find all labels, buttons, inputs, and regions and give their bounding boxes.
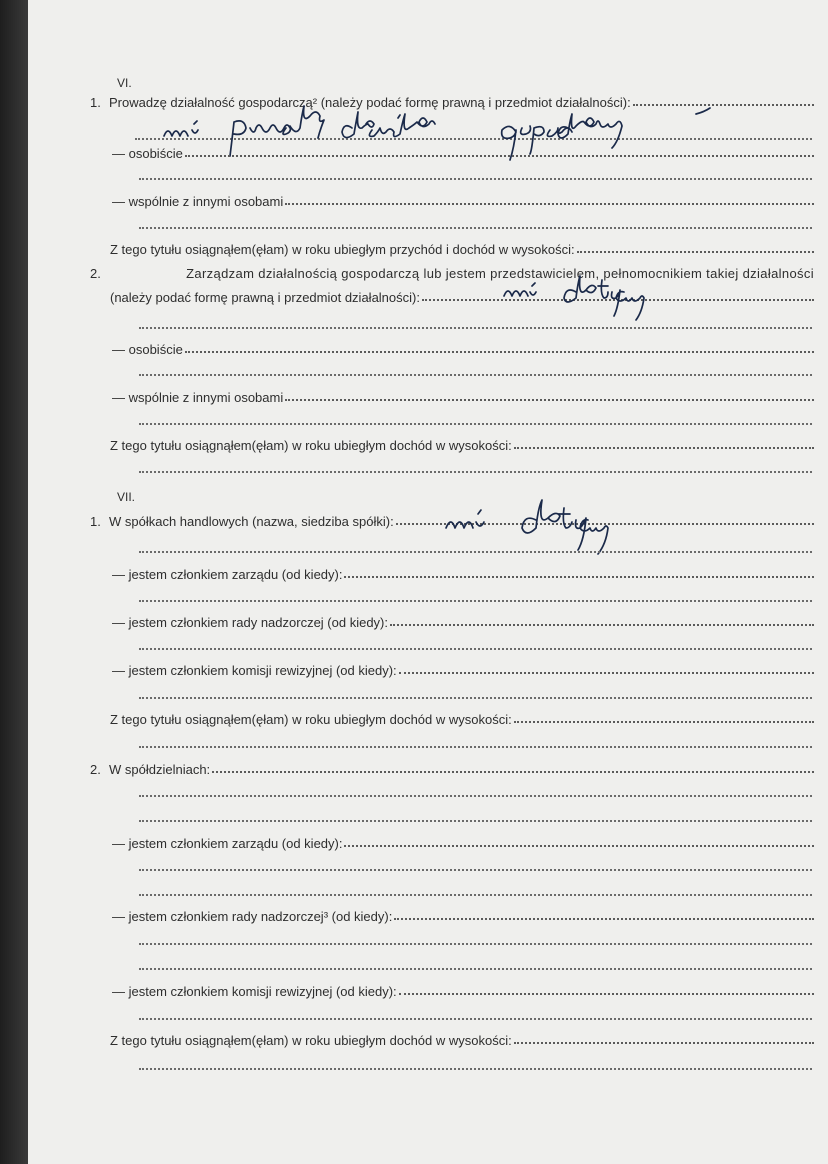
vi-2-income-line — [110, 438, 814, 453]
vi-2-number: 2. — [90, 266, 101, 281]
vii-1-audit-extra-line — [139, 697, 812, 699]
vii-1-board-extra-line — [139, 600, 812, 602]
vii-2-line — [90, 762, 814, 777]
vi-2-personally-label: — osobiście — [112, 342, 183, 357]
scan-edge-shadow — [0, 0, 28, 1164]
vii-1-handwritten-answer — [438, 494, 658, 556]
vii-2-board-extra-line-1 — [139, 869, 812, 871]
vi-2-jointly-line — [112, 390, 814, 405]
vi-2-line2 — [110, 290, 814, 305]
vi-2-text-line1: Zarządzam działalnością gospodarczą lub jestem przedstawicielem, pełnomocnikiem takiej działalności — [186, 266, 814, 281]
vii-2-extra-line-2 — [139, 820, 812, 822]
vi-2-answer-line — [139, 327, 812, 329]
vii-2-income-line — [110, 1033, 814, 1048]
vii-1-income-label: Z tego tytułu osiągnąłem(ęłam) w roku ubiegłym dochód w wysokości: — [110, 712, 512, 727]
vii-1-audit-line — [112, 663, 814, 678]
vii-1-number: 1. — [90, 514, 101, 529]
vii-1-board-label: — jestem członkiem zarządu (od kiedy): — [112, 567, 343, 582]
vii-2-income-extra-line — [139, 1068, 812, 1070]
vii-1-text: W spółkach handlowych (nazwa, siedziba spółki): — [109, 514, 394, 529]
vi-2-jointly-extra-line — [139, 423, 812, 425]
vii-1-board-line — [112, 567, 814, 582]
vi-2-line — [90, 266, 814, 281]
vii-2-text: W spółdzielniach: — [109, 762, 211, 777]
vii-2-audit-label: — jestem członkiem komisji rewizyjnej (od kiedy): — [112, 984, 397, 999]
vii-2-board-line — [112, 836, 814, 851]
vi-1-personally-line — [112, 146, 814, 161]
vii-1-supervisory-line — [112, 615, 814, 630]
vi-2-text-line2: (należy podać formę prawną i przedmiot działalności): — [110, 290, 420, 305]
vi-2-personally-line — [112, 342, 814, 357]
vi-1-jointly-label: — wspólnie z innymi osobami — [112, 194, 284, 209]
vi-2-income-label: Z tego tytułu osiągnąłem(ęłam) w roku ubiegłym dochód w wysokości: — [110, 438, 512, 453]
vii-2-extra-line-1 — [139, 795, 812, 797]
vii-2-board-extra-line-2 — [139, 894, 812, 896]
vii-2-audit-line — [112, 984, 814, 999]
vi-1-income-line — [110, 242, 814, 257]
vi-2-handwritten-answer — [498, 270, 668, 322]
vii-2-income-label: Z tego tytułu osiągnąłem(ęłam) w roku ubiegłym dochód w wysokości: — [110, 1033, 512, 1048]
vi-1-jointly-extra-line — [139, 227, 812, 229]
vi-2-jointly-label: — wspólnie z innymi osobami — [112, 390, 284, 405]
vii-2-number: 2. — [90, 762, 101, 777]
vii-2-audit-extra-line — [139, 1018, 812, 1020]
section-vi-heading: VI. — [117, 76, 132, 90]
vi-1-text: Prowadzę działalność gospodarczą² (należy podać formę prawną i przedmiot działalności): — [109, 95, 631, 110]
vii-1-supervisory-label: — jestem członkiem rady nadzorczej (od kiedy): — [112, 615, 388, 630]
vii-2-supervisory-extra-line-1 — [139, 943, 812, 945]
vii-1-answer-line — [139, 551, 812, 553]
vi-1-personally-extra-line — [139, 178, 812, 180]
vii-1-income-extra-line — [139, 746, 812, 748]
vii-2-supervisory-extra-line-2 — [139, 968, 812, 970]
vi-1-number: 1. — [90, 95, 101, 110]
vii-1-audit-label: — jestem członkiem komisji rewizyjnej (od kiedy): — [112, 663, 397, 678]
vi-1-personally-label: — osobiście — [112, 146, 183, 161]
section-vii-heading: VII. — [117, 490, 136, 504]
form-page — [28, 0, 828, 1164]
vii-2-board-label: — jestem członkiem zarządu (od kiedy): — [112, 836, 343, 851]
vi-1-income-label: Z tego tytułu osiągnąłem(ęłam) w roku ubiegłym przychód i dochód w wysokości: — [110, 242, 575, 257]
vi-2-income-extra-line — [139, 471, 812, 473]
vi-1-jointly-line — [112, 194, 814, 209]
vii-1-income-line — [110, 712, 814, 727]
vi-2-personally-extra-line — [139, 374, 812, 376]
vii-2-supervisory-line — [112, 909, 814, 924]
vii-2-supervisory-label: — jestem członkiem rady nadzorczej³ (od kiedy): — [112, 909, 393, 924]
vii-1-supervisory-extra-line — [139, 648, 812, 650]
